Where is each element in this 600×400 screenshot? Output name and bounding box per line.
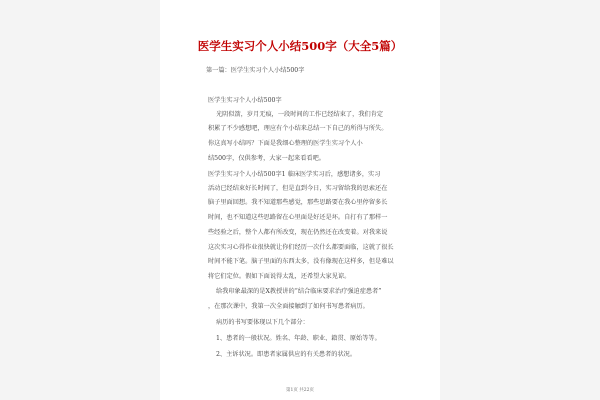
body-line: 给我印象最深的是X教授讲的“结合临床要求治疗强迫症患者” <box>216 288 382 295</box>
body-line: ，在那次课中，我第一次全面接触到了如何书写患者病历。 <box>208 303 369 310</box>
body-line: 这次实习心得作业很快就让你们经历一次什么都要面临，这就了很长 <box>208 244 394 251</box>
body-line: 活动已经结束好长时间了，但是直到今日，实习留给我的思索还在 <box>208 185 388 192</box>
subheading: 医学生实习个人小结500字 <box>208 97 282 104</box>
body-line: 结500字，仅供参考，大家一起来看看吧。 <box>208 155 325 162</box>
body-line: 医学生实习个人小结500字1 临床医学实习后，感想诸多，实习 <box>208 171 381 178</box>
body-line: 些经验之后，整个人都有所改变，现在仍然还在改变着。对我来说 <box>208 229 388 236</box>
page-footer: 第1页 共22页 <box>285 388 315 393</box>
body-line: 病历的书写要体现以下几个部分： <box>216 319 309 326</box>
document-title: 医学生实习个人小结500字（大全5篇） <box>197 39 403 53</box>
body-line: 光阴似箭，岁月无痕，一段时间的工作已经结束了，我们肯定 <box>216 111 384 118</box>
body-line: 时间不能下笔。脑子里面的东西太多，没有像现在这样多，但是难以 <box>208 258 394 265</box>
body-line: 积累了不少感想吧，理应有个小结来总结一下自己的所得与所失。 <box>208 125 388 132</box>
section-heading: 第一篇：医学生实习个人小结500字 <box>206 67 305 74</box>
body-line: 1、患者的一般状况。姓名、年龄、职业、籍贯、原始等等。 <box>216 335 381 342</box>
body-line: 你这真写小结吗？下面是我细心整理的医学生实习个人小 <box>208 140 363 147</box>
body-line: 时间，也不知道这些思路留在心里面是好还是坏。自打有了那样一 <box>208 214 388 221</box>
body-line: 2、主诉状况。即患者家属供应的有关患者的状况。 <box>216 351 357 358</box>
body-line: 将它们定位。假如下面说得太乱，还希望大家见谅。 <box>208 273 351 280</box>
document-page <box>160 0 440 400</box>
body-line: 脑子里面回想。我不知道那些感觉，那些思路要在我心里停留多长 <box>208 199 388 206</box>
